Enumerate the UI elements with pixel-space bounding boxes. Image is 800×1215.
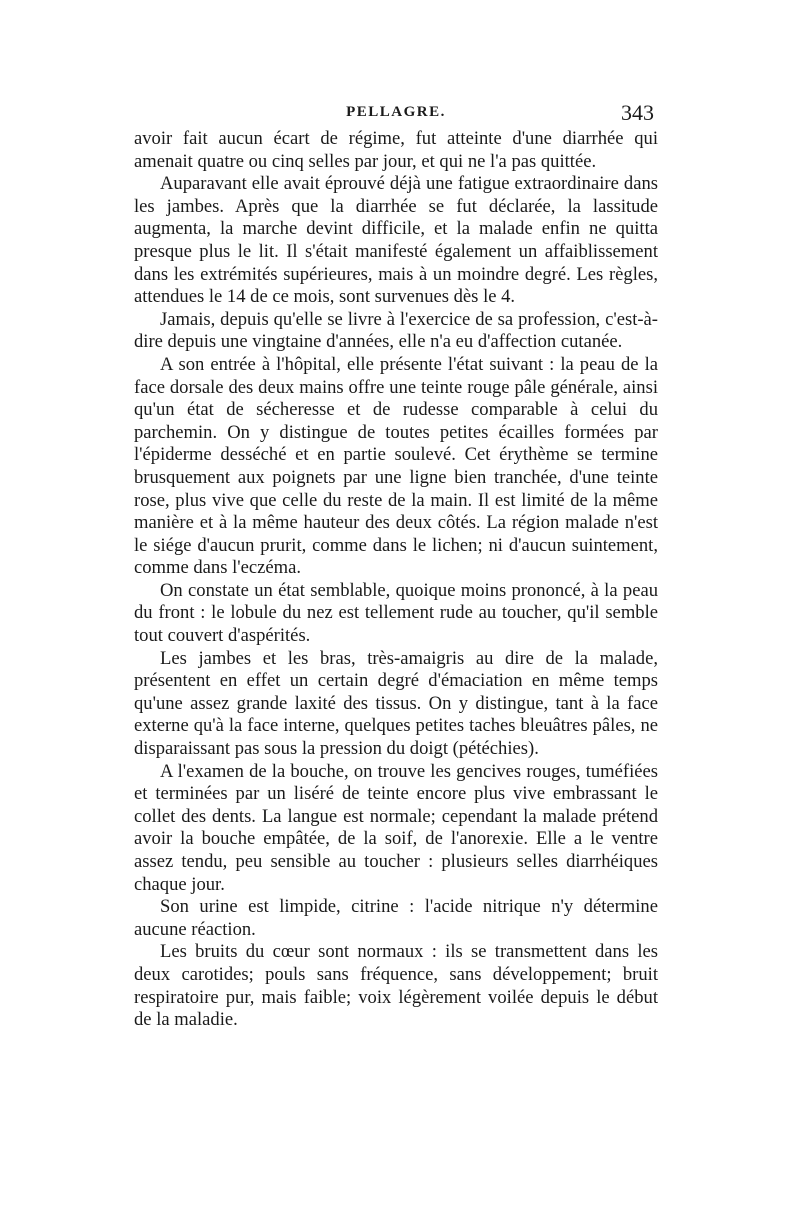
paragraph-fatigue: Auparavant elle avait éprouvé déjà une fatigue extraordinaire dans les jambes. Après que la diarrhée se fut déclarée, la lassitude augmenta, la marche devint difficile, et la malade enfin ne quitta presque plus le lit. Il s'était manifesté également un affaiblissement dans les extrémités supérieures, mais à un moindre degré. Les règles, attendues le 14 de ce mois, sont survenues dès le 4. — [134, 173, 658, 308]
paragraph-forehead: On constate un état semblable, quoique moins prononcé, à la peau du front : le lobule du nez est tellement rude au toucher, qu'il semble tout couvert d'aspérités. — [134, 579, 658, 647]
paragraph-admission-state: A son entrée à l'hôpital, elle présente l'état suivant : la peau de la face dorsale des deux mains offre une teinte rouge pâle générale, ainsi qu'un état de sécheresse et de rudesse comparable à celui du parchemin. On y distingue de toutes petites écailles formées par l'épiderme desséché et en partie soulevé. Cet érythème se termine brusquement aux poignets par une ligne bien tranchée, d'une teinte rose, plus vive que celle du reste de la main. Il est limité de la même manière et à la même hauteur des deux côtés. La région malade n'est le siége d'aucun prurit, comme dans le lichen; ni d'aucun suintement, comme dans l'eczéma. — [134, 353, 658, 579]
body-text — [134, 128, 658, 1032]
paragraph-heart: Les bruits du cœur sont normaux : ils se transmettent dans les deux carotides; pouls sans fréquence, sans développement; bruit respiratoire pur, mais faible; voix légèrement voilée depuis le début de la maladie. — [134, 941, 658, 1031]
paragraph-urine: Son urine est limpide, citrine : l'acide nitrique n'y détermine aucune réaction. — [134, 896, 658, 940]
running-head — [134, 100, 658, 126]
page-number: 343 — [621, 100, 654, 125]
paragraph-mouth: A l'examen de la bouche, on trouve les gencives rouges, tuméfiées et terminées par un liséré de teinte encore plus vive embrassant le collet des dents. La langue est normale; cependant la malade prétend avoir la bouche empâtée, de la soif, de l'anorexie. Elle a le ventre assez tendu, peu sensible au toucher : plusieurs selles diarrhéiques chaque jour. — [134, 760, 658, 895]
running-title: PELLAGRE. — [346, 104, 446, 120]
paragraph-continuation: avoir fait aucun écart de régime, fut atteinte d'une diarrhée qui amenait quatre ou cinq selles par jour, et qui ne l'a pas quittée. — [134, 128, 658, 172]
paragraph-limbs: Les jambes et les bras, très-amaigris au dire de la malade, présentent en effet un certain degré d'émaciation en même temps qu'une assez grande laxité des tissus. On y distingue, tant à la face externe qu'à la face interne, quelques petites taches bleuâtres pâles, ne disparaissant pas sous la pression du doigt (pétéchies). — [134, 647, 658, 760]
paragraph-history: Jamais, depuis qu'elle se livre à l'exercice de sa profession, c'est-à-dire depuis une vingtaine d'années, elle n'a eu d'affection cutanée. — [134, 308, 658, 353]
